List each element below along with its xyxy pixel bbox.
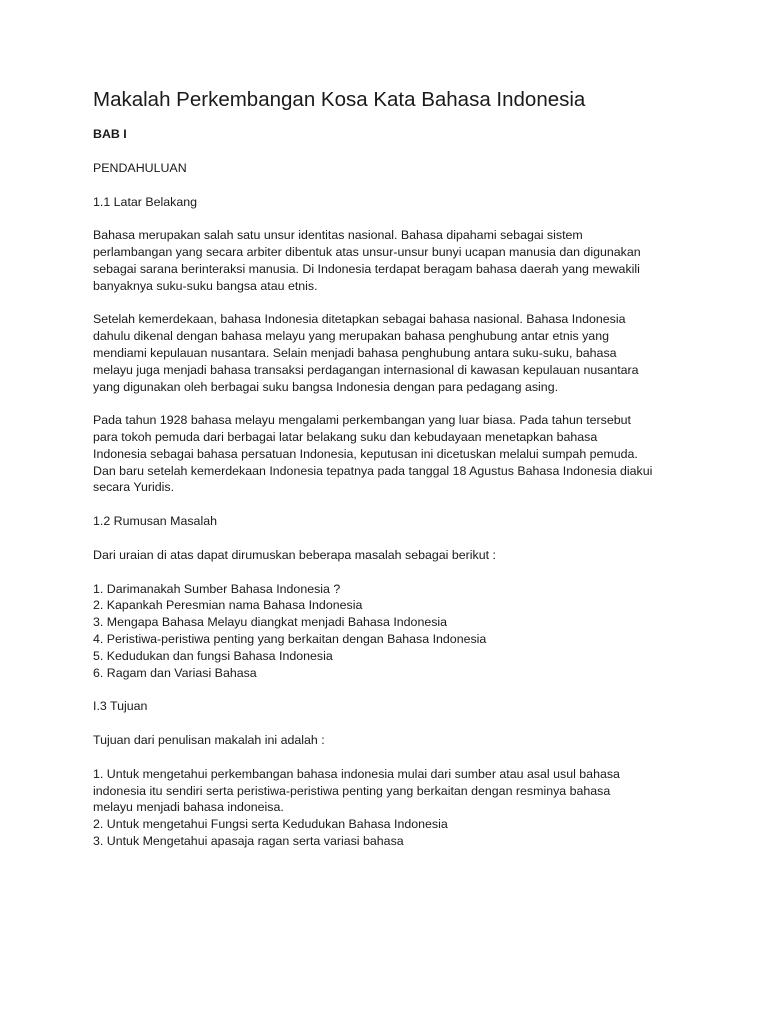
list-item: 4. Peristiwa-peristiwa penting yang berkaitan dengan Bahasa Indonesia bbox=[93, 631, 487, 646]
paragraph-line: Setelah kemerdekaan, bahasa Indonesia ditetapkan sebagai bahasa nasional. Bahasa Indonesia bbox=[93, 312, 626, 327]
paragraph-line: Dan baru setelah kemerdekaan Indonesia tepatnya pada tanggal 18 Agustus Bahasa Indonesia diakui bbox=[93, 463, 653, 478]
paragraph bbox=[93, 311, 693, 395]
section-intro: Dari uraian di atas dapat dirumuskan beberapa masalah sebagai berikut : bbox=[93, 547, 496, 562]
paragraph-line: mendiami kepulauan nusantara. Selain menjadi bahasa penghubung antara suku-suku, bahasa bbox=[93, 345, 617, 360]
list-item: 5. Kedudukan dan fungsi Bahasa Indonesia bbox=[93, 648, 333, 663]
paragraph-line: Indonesia sebagai bahasa persatuan Indonesia, keputusan ini dicetuskan melalui sumpah pemuda. bbox=[93, 446, 638, 461]
document-title: Makalah Perkembangan Kosa Kata Bahasa Indonesia bbox=[93, 88, 586, 111]
list-item: indonesia itu sendiri serta peristiwa-peristiwa penting yang berkaitan dengan resminya bahasa bbox=[93, 783, 611, 798]
list-item: 1. Darimanakah Sumber Bahasa Indonesia ? bbox=[93, 581, 341, 596]
list-item: 3. Untuk Mengetahui apasaja ragan serta variasi bahasa bbox=[93, 833, 404, 848]
paragraph-line: Bahasa merupakan salah satu unsur identitas nasional. Bahasa dipahami sebagai sistem bbox=[93, 228, 583, 243]
goal-list bbox=[93, 766, 693, 850]
list-item: melayu menjadi bahasa indoneisa. bbox=[93, 800, 284, 815]
section-heading-latar-belakang: 1.1 Latar Belakang bbox=[93, 194, 198, 209]
document-page bbox=[93, 88, 693, 866]
paragraph-line: dahulu dikenal dengan bahasa melayu yang merupakan bahasa penghubung antar etnis yang bbox=[93, 329, 609, 344]
list-item: 2. Untuk mengetahui Fungsi serta Kedudukan Bahasa Indonesia bbox=[93, 817, 448, 832]
section-heading-tujuan: I.3 Tujuan bbox=[93, 699, 148, 714]
paragraph bbox=[93, 227, 693, 294]
paragraph-line: melayu juga menjadi bahasa transaksi perdagangan internasional di kawasan kepulauan nusantara bbox=[93, 362, 639, 377]
paragraph-line: Pada tahun 1928 bahasa melayu mengalami perkembangan yang luar biasa. Pada tahun tersebut bbox=[93, 413, 631, 428]
paragraph-line: yang digunakan oleh berbagai suku bangsa Indonesia dengan para pedagang asing. bbox=[93, 379, 559, 394]
paragraph-line: banyaknya suku-suku bangsa atau etnis. bbox=[93, 278, 318, 293]
chapter-title: PENDAHULUAN bbox=[93, 160, 187, 175]
section-intro: Tujuan dari penulisan makalah ini adalah : bbox=[93, 732, 325, 747]
paragraph bbox=[93, 412, 693, 496]
paragraph-line: perlambangan yang secara arbiter dibentuk atas unsur-unsur bunyi ucapan manusia dan digunakan bbox=[93, 245, 641, 260]
paragraph-line: para tokoh pemuda dari berbagai latar belakang suku dan kebudayaan menetapkan bahasa bbox=[93, 429, 598, 444]
paragraph-line: secara Yuridis. bbox=[93, 480, 175, 495]
list-item: 1. Untuk mengetahui perkembangan bahasa indonesia mulai dari sumber atau asal usul bahasa bbox=[93, 766, 620, 781]
list-item: 3. Mengapa Bahasa Melayu diangkat menjadi Bahasa Indonesia bbox=[93, 615, 448, 630]
list-item: 6. Ragam dan Variasi Bahasa bbox=[93, 665, 257, 680]
paragraph-line: sebagai sarana berinteraksi manusia. Di Indonesia terdapat beragam bahasa daerah yang mewakili bbox=[93, 261, 640, 276]
problem-list bbox=[93, 581, 693, 682]
section-heading-rumusan-masalah: 1.2 Rumusan Masalah bbox=[93, 513, 217, 528]
chapter-label: BAB I bbox=[93, 127, 127, 141]
list-item: 2. Kapankah Peresmian nama Bahasa Indonesia bbox=[93, 598, 363, 613]
